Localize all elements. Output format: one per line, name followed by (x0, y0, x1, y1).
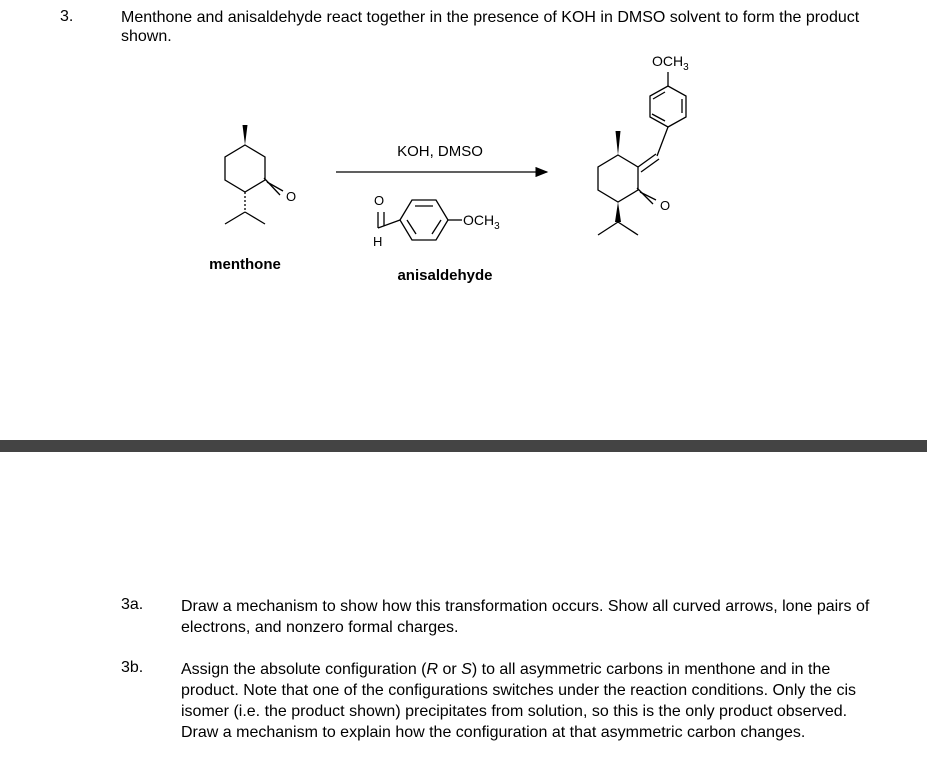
question-text: Menthone and anisaldehyde react together in the presence of KOH in DMSO solvent to form the product shown. (121, 9, 860, 45)
product-structure (598, 72, 686, 235)
reaction-conditions: KOH, DMSO (397, 143, 483, 160)
subquestion-3b-text: Assign the absolute configuration (R or S) to all asymmetric carbons in menthone and in the product. Note that one of the configurations switches under the reaction conditions. Only the cis isomer (i.e. the product shown) precipitates from solution, so this is the only product observed. Draw a mechanism to explain how the configuration at that asymmetric carbon changes. (181, 661, 857, 741)
anisaldehyde-structure (378, 200, 462, 240)
menthone-label: menthone (209, 256, 281, 273)
s-configuration: S (461, 661, 472, 678)
anisaldehyde-och3-label: $OCH_3$ (463, 212, 500, 232)
product-oxygen-label: O (660, 198, 671, 213)
subquestion-3b-number: 3b. (121, 659, 144, 676)
product-och3-label: $OCH_3$ (652, 53, 689, 73)
section-divider (0, 440, 927, 452)
anisaldehyde-oxygen-label: O (374, 193, 385, 208)
subquestion-3a-number: 3a. (121, 596, 144, 613)
r-configuration: R (426, 661, 439, 678)
question-number: 3. (60, 8, 74, 25)
menthone-oxygen-label: O (286, 189, 297, 204)
aldehyde-hydrogen-label: H (373, 234, 383, 249)
subquestion-3a-text: Draw a mechanism to show how this transformation occurs. Show all curved arrows, lone pairs of electrons, and nonzero formal charges. (181, 598, 870, 636)
menthone-structure (225, 125, 283, 224)
anisaldehyde-label: anisaldehyde (397, 267, 493, 284)
